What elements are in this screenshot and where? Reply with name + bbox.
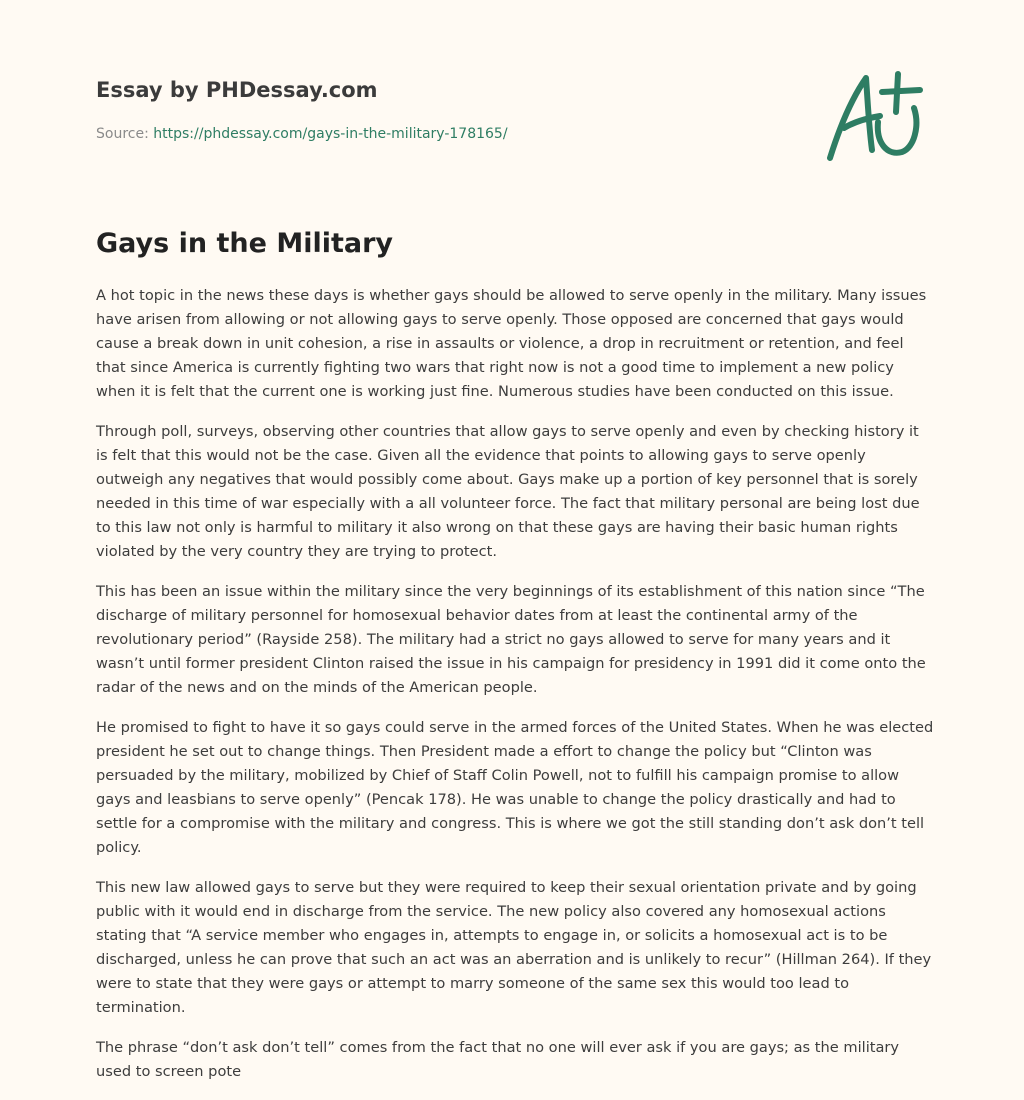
article-title: Gays in the Military bbox=[96, 228, 394, 259]
paragraph: A hot topic in the news these days is whether gays should be allowed to serve openly in the military. Many issues have arisen from allowing or not allowing gays to serve openly. Those opposed are concerned that gays would cause a break down in unit cohesion, a rise in assaults or violence, a drop in recruitment or retention, and feel that since America is currently fighting two wars that right now is not a good time to implement a new policy when it is felt that the current one is working just fine. Numerous studies have been conducted on this issue. bbox=[96, 287, 927, 400]
source-link[interactable]: https://phdessay.com/gays-in-the-military-178165/ bbox=[153, 126, 508, 142]
a-plus-grade-icon bbox=[822, 66, 932, 166]
source-label: Source: bbox=[96, 126, 149, 142]
paragraph: This has been an issue within the military since the very beginnings of its establishment of this nation since “The discharge of military personnel for homosexual behavior dates from at least the continental army of the revolutionary period” (Rayside 258). The military had a strict no gays allowed to serve for many years and it wasn’t until former president Clinton raised the issue in his campaign for presidency in 1991 did it come onto the radar of the news and on the minds of the American people. bbox=[96, 583, 926, 696]
source-line bbox=[96, 124, 796, 144]
paragraph: He promised to fight to have it so gays could serve in the armed forces of the United States. When he was elected president he set out to change things. Then President made a effort to change the policy but “Clinton was persuaded by the military, mobilized by Chief of Staff Colin Powell, not to fulfill his campaign promise to allow gays and leasbians to serve openly” (Pencak 178). He was unable to change the policy drastically and had to settle for a compromise with the military and congress. This is where we got the still standing don’t ask don’t tell policy. bbox=[96, 719, 934, 856]
article-body bbox=[96, 284, 934, 1100]
paragraph: This new law allowed gays to serve but they were required to keep their sexual orientation private and by going public with it would end in discharge from the service. The new policy also covered any homosexual actions stating that “A service member who engages in, attempts to engage in, or solicits a homosexual act is to be discharged, unless he can prove that such an act was an aberration and is unlikely to recur” (Hillman 264). If they were to state that they were gays or attempt to marry someone of the same sex this would too lead to termination. bbox=[96, 879, 932, 1016]
page-header bbox=[96, 76, 796, 144]
site-brand: Essay by PHDessay.com bbox=[96, 78, 378, 102]
paragraph: Through poll, surveys, observing other countries that allow gays to serve openly and even by checking history it is felt that this would not be the case. Given all the evidence that points to allowing gays to serve openly outweigh any negatives that would possibly come about. Gays make up a portion of key personnel that is sorely needed in this time of war especially with a all volunteer force. The fact that military personal are being lost due to this law not only is harmful to military it also wrong on that these gays are having their basic human rights violated by the very country they are trying to protect. bbox=[96, 423, 920, 560]
paragraph: The phrase “don’t ask don’t tell” comes from the fact that no one will ever ask if you are gays; as the military used to screen pote bbox=[96, 1039, 900, 1080]
